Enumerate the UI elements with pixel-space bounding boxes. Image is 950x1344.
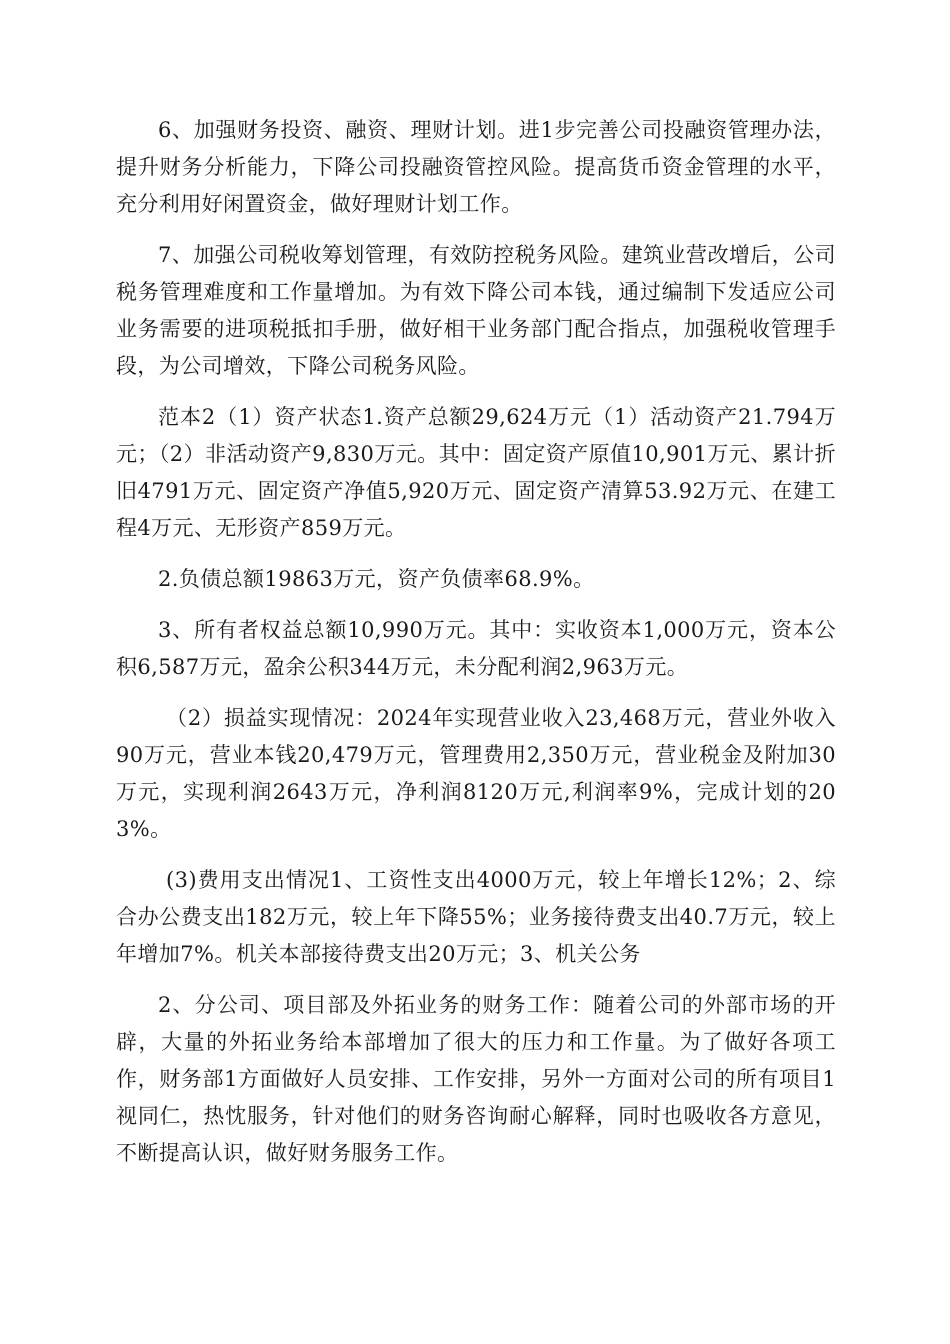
paragraph-expenses: (3)费用支出情况1、工资性支出4000万元，较上年增长12%；2、综合办公费支出182万元，较上年下降55%；业务接待费支出40.7万元，较上年增加7%。机关本部接待费支出20万元；3、机关公务 xyxy=(116,868,836,966)
document-body xyxy=(116,112,836,1186)
paragraph-branch-finance: 2、分公司、项目部及外拓业务的财务工作：随着公司的外部市场的开辟，大量的外拓业务给本部增加了很大的压力和工作量。为了做好各项工作，财务部1方面做好人员安排、工作安排，另外一方面对公司的所有项目1视同仁，热忱服务，针对他们的财务咨询耐心解释，同时也吸收各方意见，不断提高认识，做好财务服务工作。 xyxy=(116,993,836,1165)
paragraph-asset-status: 范本2（1）资产状态1.资产总额29,624万元（1）活动资产21.794万元；（2）非活动资产9,830万元。其中：固定资产原值10,901万元、累计折旧4791万元、固定资产净值5,920万元、固定资产清算53.92万元、在建工程4万元、无形资产859万元。 xyxy=(116,405,836,540)
paragraph-profit-loss: （2）损益实现情况：2024年实现营业收入23,468万元，营业外收入90万元，营业本钱20,479万元，管理费用2,350万元，营业税金及附加30万元，实现利润2643万元，净利润8120万元,利润率9%，完成计划的203%。 xyxy=(116,706,836,841)
paragraph-tax-planning: 7、加强公司税收筹划管理，有效防控税务风险。建筑业营改增后，公司税务管理难度和工作量增加。为有效下降公司本钱，通过编制下发适应公司业务需要的进项税抵扣手册，做好相干业务部门配合指点，加强税收管理手段，为公司增效，下降公司税务风险。 xyxy=(116,243,836,378)
paragraph-liabilities: 2.负债总额19863万元，资产负债率68.9%。 xyxy=(158,567,595,591)
paragraph-owner-equity: 3、所有者权益总额10,990万元。其中：实收资本1,000万元，资本公积6,587万元，盈余公积344万元，未分配利润2,963万元。 xyxy=(116,618,836,679)
paragraph-finance-investment: 6、加强财务投资、融资、理财计划。进1步完善公司投融资管理办法，提升财务分析能力，下降公司投融资管控风险。提高货币资金管理的水平，充分利用好闲置资金，做好理财计划工作。 xyxy=(116,118,836,216)
